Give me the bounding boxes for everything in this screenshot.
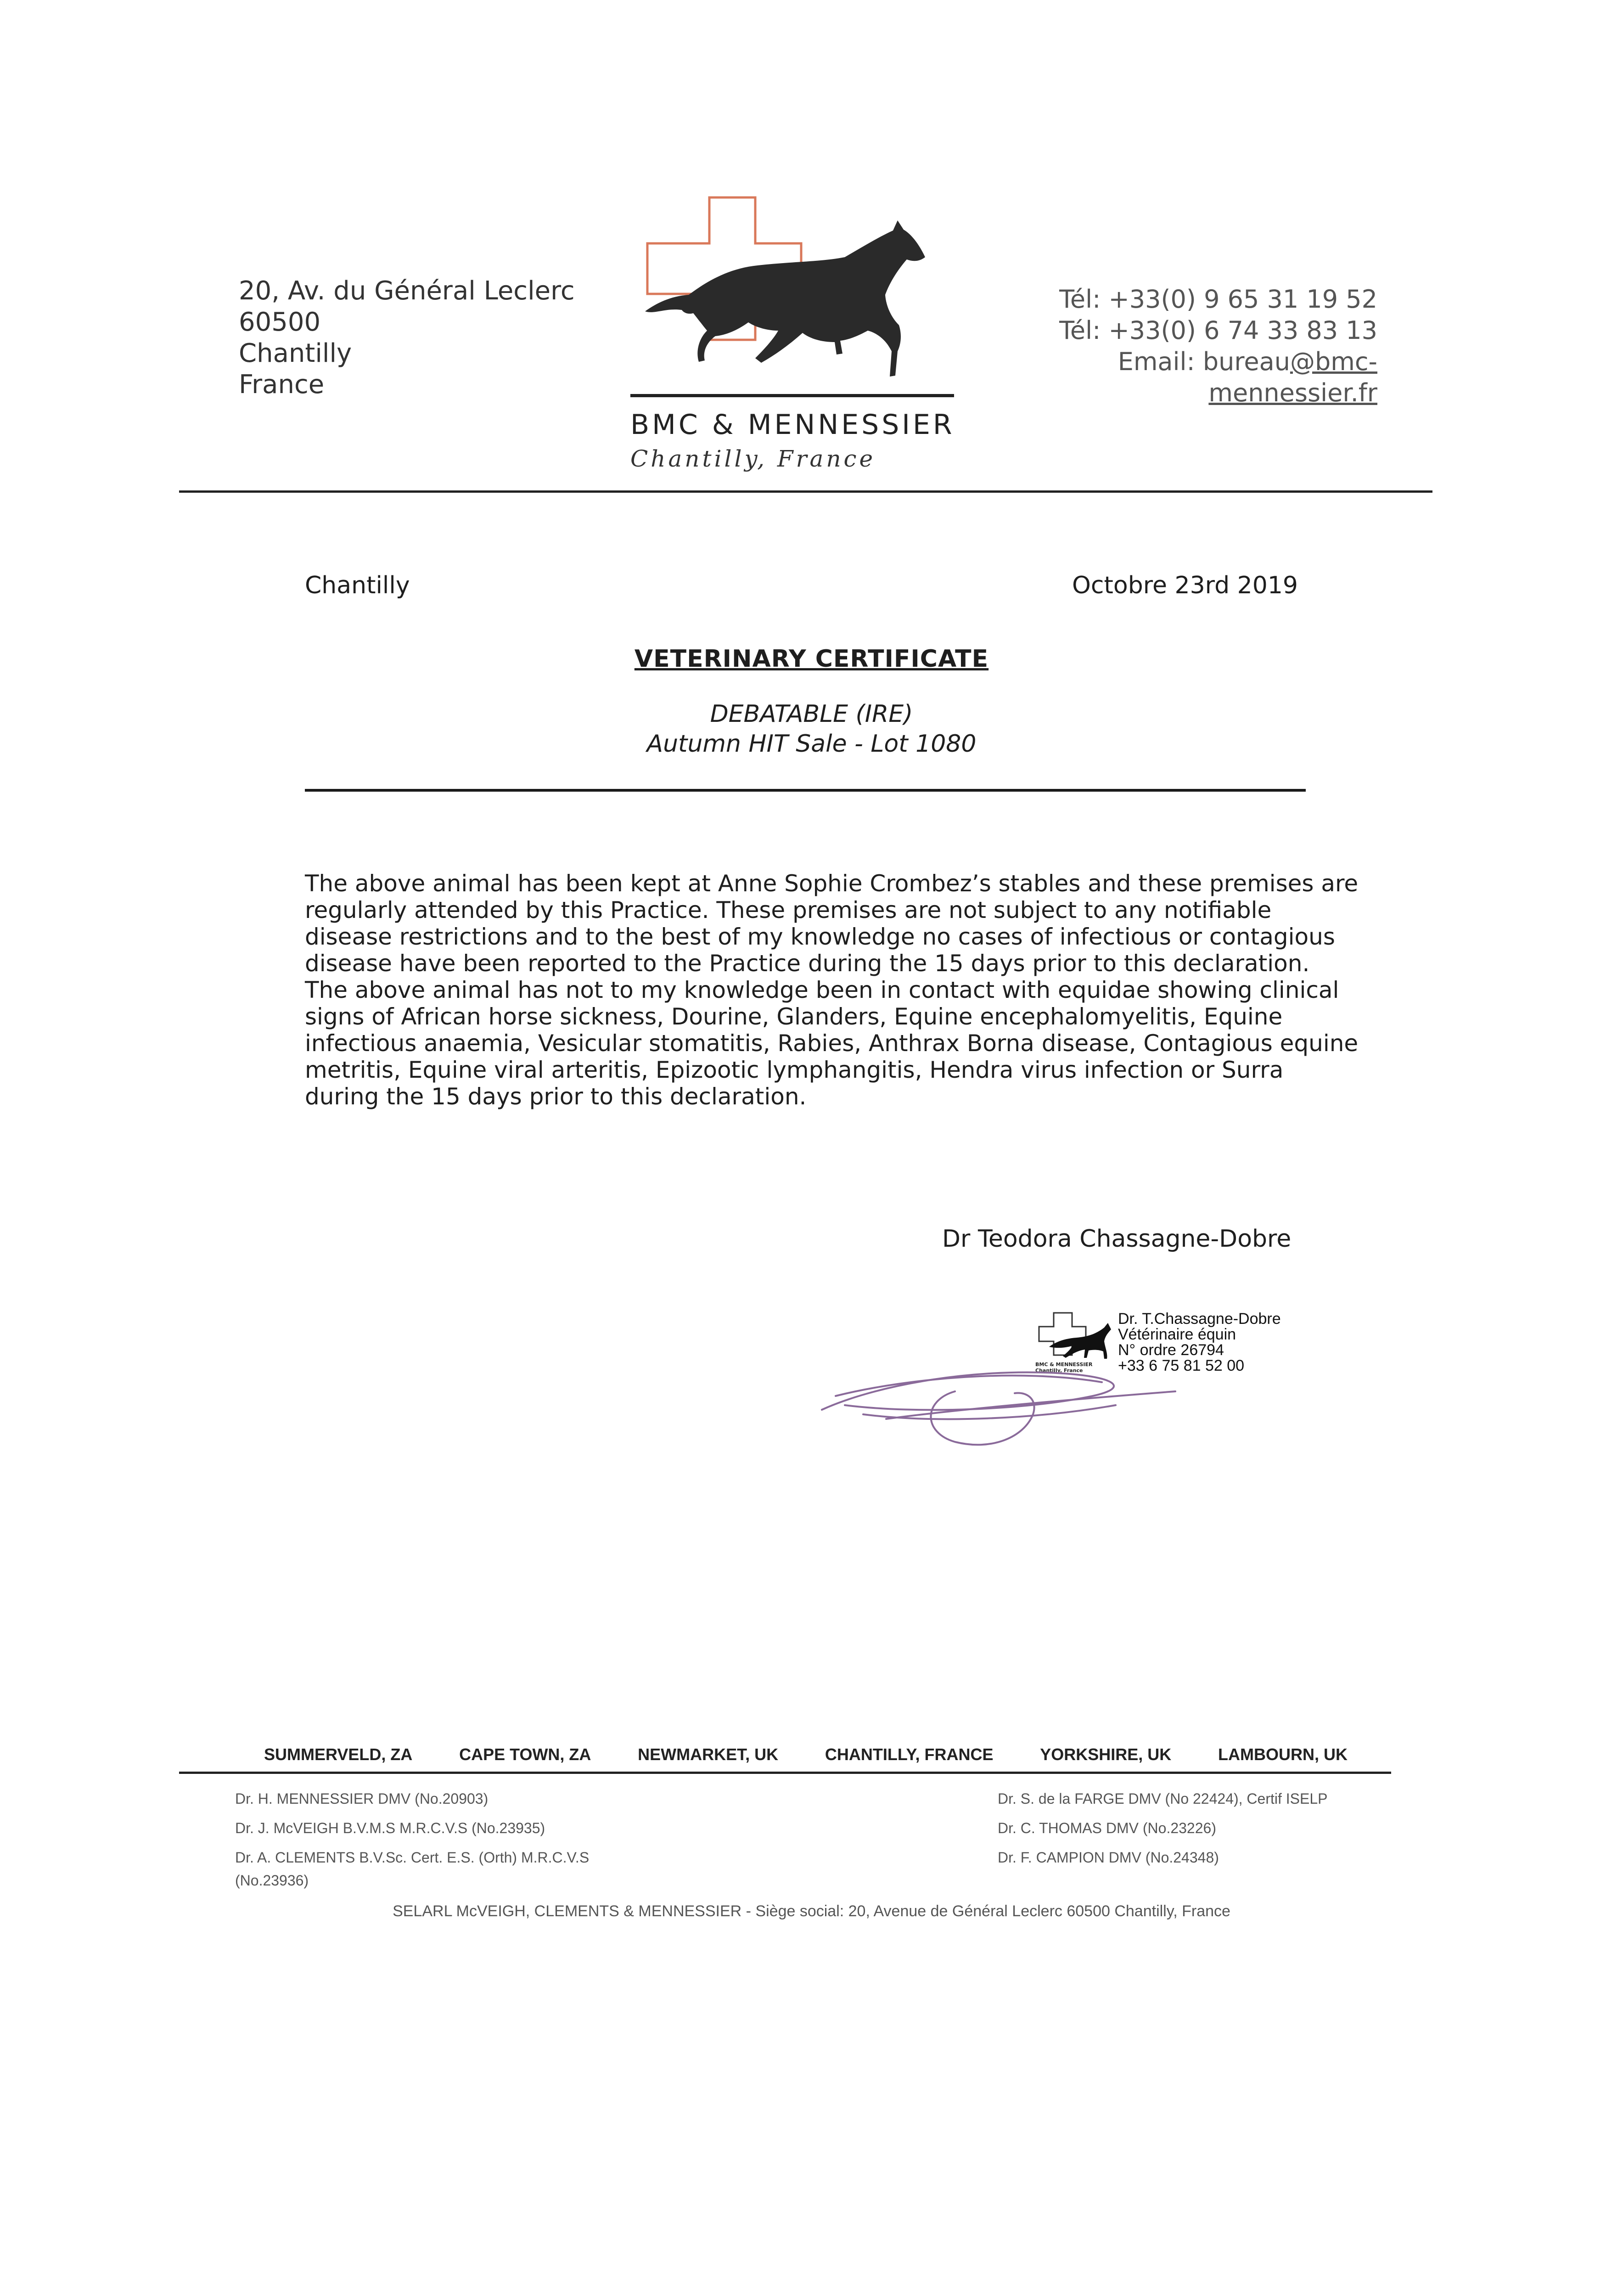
stamp-mini-brand-city: Chantilly, France bbox=[1035, 1367, 1083, 1373]
staff-entry: Dr. C. THOMAS DMV (No.23226) bbox=[998, 1820, 1216, 1836]
stamp-line: +33 6 75 81 52 00 bbox=[1118, 1357, 1245, 1374]
office-location: CAPE TOWN, ZA bbox=[459, 1745, 591, 1764]
office-location: NEWMARKET, UK bbox=[638, 1745, 779, 1764]
address-line: Chantilly bbox=[239, 338, 352, 368]
body-line: metritis, Equine viral arteritis, Epizootic lymphangitis, Hendra virus infection or Surra bbox=[305, 1057, 1284, 1083]
staff-entry: Dr. H. MENNESSIER DMV (No.20903) bbox=[235, 1790, 489, 1807]
horse-name: DEBATABLE (IRE) bbox=[710, 700, 913, 728]
footer-divider bbox=[179, 1772, 1391, 1774]
header-divider bbox=[179, 490, 1432, 493]
body-line: disease restrictions and to the best of my knowledge no cases of infectious or contagious bbox=[305, 923, 1335, 950]
letter-place: Chantilly bbox=[305, 572, 410, 599]
body-line: during the 15 days prior to this declaration. bbox=[305, 1083, 807, 1110]
staff-list-right bbox=[998, 1784, 1327, 1872]
staff-entry: Dr. S. de la FARGE DMV (No 22424), Certif ISELP bbox=[998, 1790, 1328, 1807]
address-line: France bbox=[239, 370, 325, 400]
email-prefix: Email: bureau bbox=[1118, 347, 1290, 376]
office-locations bbox=[264, 1745, 1348, 1764]
certificate-body bbox=[305, 870, 1359, 1110]
body-line: regularly attended by this Practice. These premises are not subject to any notifiable bbox=[305, 897, 1272, 923]
sender-address bbox=[239, 276, 575, 400]
phone-2: Tél: +33(0) 6 74 33 83 13 bbox=[1059, 316, 1377, 345]
body-line: disease have been reported to the Practice during the 15 days prior to this declaration. bbox=[305, 950, 1310, 977]
body-line: The above animal has not to my knowledge been in contact with equidae showing clinical bbox=[305, 977, 1339, 1003]
stamp-line: N° ordre 26794 bbox=[1118, 1341, 1224, 1359]
title-divider bbox=[305, 789, 1306, 792]
certificate-title: VETERINARY CERTIFICATE bbox=[634, 645, 989, 673]
stamp-line: Vétérinaire équin bbox=[1118, 1326, 1236, 1343]
staff-entry: (No.23936) bbox=[235, 1872, 309, 1889]
body-line: The above animal has been kept at Anne Sophie Crombez’s stables and these premises are bbox=[305, 870, 1359, 897]
staff-list-left bbox=[235, 1784, 589, 1889]
contact-block bbox=[1059, 284, 1377, 409]
email-link-part-2[interactable]: mennessier.fr bbox=[1208, 378, 1377, 407]
sale-lot: Autumn HIT Sale - Lot 1080 bbox=[646, 730, 977, 758]
email-line bbox=[1059, 346, 1377, 377]
email-link-part-1[interactable]: @bmc- bbox=[1290, 347, 1377, 376]
brand-rule bbox=[630, 394, 954, 397]
brand-name: BMC & MENNESSIER bbox=[630, 409, 955, 441]
office-location: CHANTILLY, FRANCE bbox=[825, 1745, 994, 1764]
body-line: signs of African horse sickness, Dourine, Glanders, Equine encephalomyelitis, Equine bbox=[305, 1003, 1283, 1030]
office-location: LAMBOURN, UK bbox=[1218, 1745, 1348, 1764]
office-location: SUMMERVELD, ZA bbox=[264, 1745, 413, 1764]
stamp-mini-brand-name: BMC & MENNESSIER bbox=[1035, 1362, 1093, 1367]
stamp-line: Dr. T.Chassagne-Dobre bbox=[1118, 1310, 1281, 1328]
address-line: 20, Av. du Général Leclerc bbox=[239, 276, 575, 306]
legal-footer: SELARL McVEIGH, CLEMENTS & MENNESSIER - Siège social: 20, Avenue de Général Leclerc 60500 Chantilly, France bbox=[393, 1902, 1230, 1920]
signer-name: Dr Teodora Chassagne-Dobre bbox=[942, 1225, 1292, 1253]
address-line: 60500 bbox=[239, 307, 321, 337]
phone-1: Tél: +33(0) 9 65 31 19 52 bbox=[1059, 285, 1377, 314]
staff-entry: Dr. F. CAMPION DMV (No.24348) bbox=[998, 1849, 1219, 1866]
body-line: infectious anaemia, Vesicular stomatitis, Rabies, Anthrax Borna disease, Contagious equine bbox=[305, 1030, 1359, 1057]
office-location: YORKSHIRE, UK bbox=[1040, 1745, 1172, 1764]
bmc-horse-cross-logo bbox=[638, 193, 960, 400]
staff-entry: Dr. J. McVEIGH B.V.M.S M.R.C.V.S (No.23935) bbox=[235, 1820, 545, 1836]
letter-date: Octobre 23rd 2019 bbox=[1072, 572, 1298, 599]
handwritten-signature bbox=[817, 1345, 1194, 1465]
brand-city: Chantilly, France bbox=[630, 445, 876, 472]
staff-entry: Dr. A. CLEMENTS B.V.Sc. Cert. E.S. (Orth) M.R.C.V.S bbox=[235, 1849, 590, 1866]
